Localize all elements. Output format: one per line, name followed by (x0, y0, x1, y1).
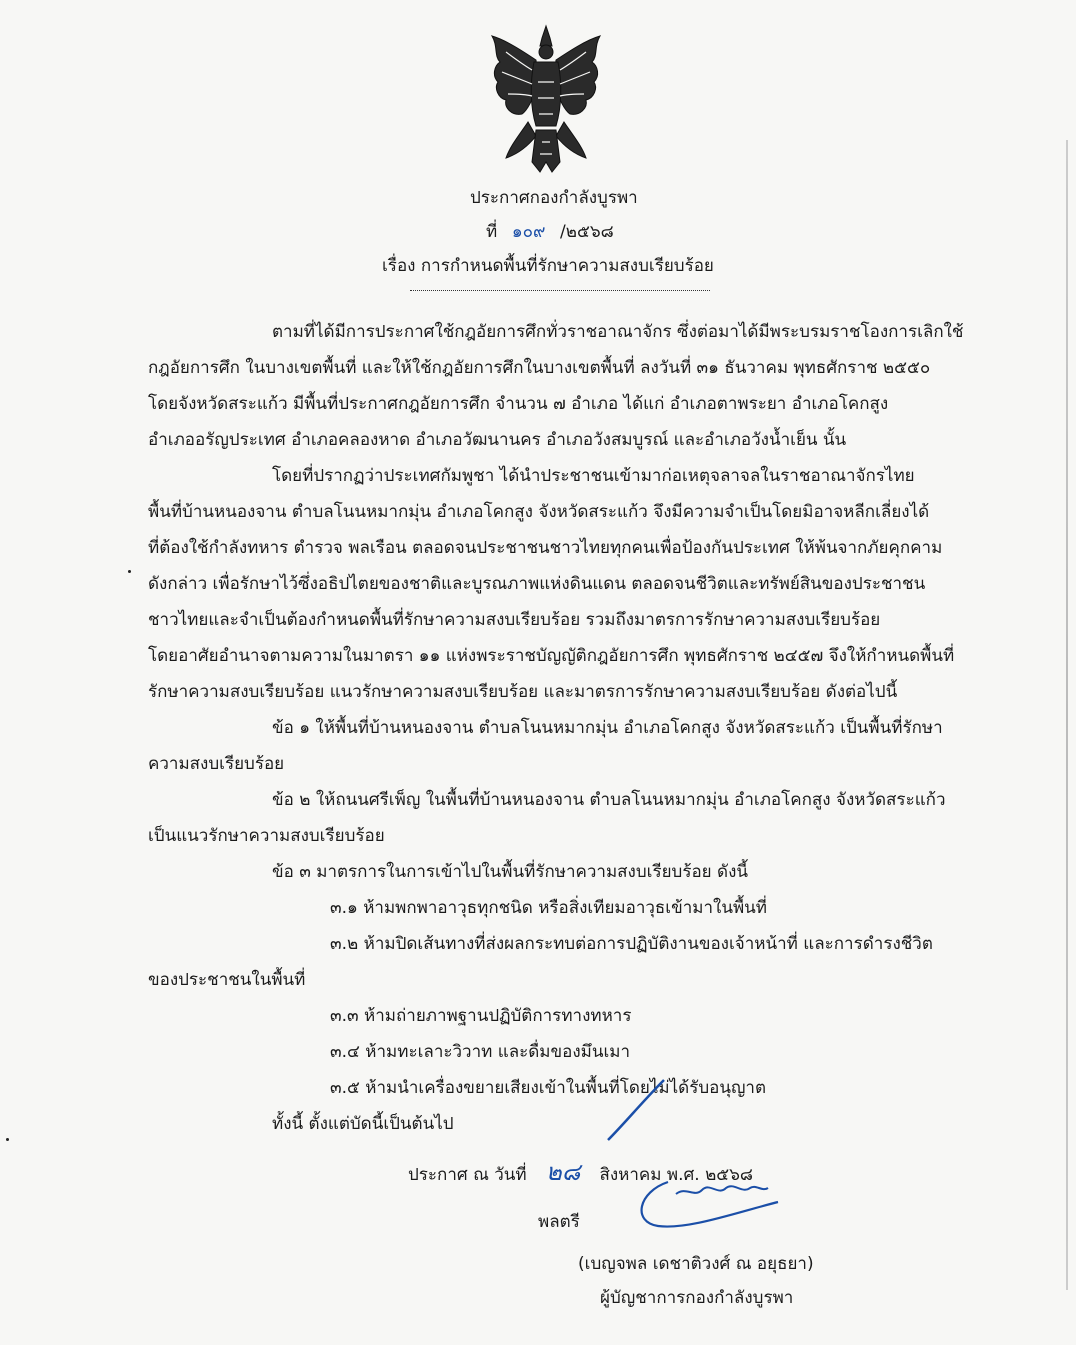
date-rest: สิงหาคม พ.ศ. ๒๕๖๘ (599, 1165, 754, 1185)
garuda-emblem-icon (484, 22, 608, 182)
page-edge-shadow (1066, 140, 1068, 1290)
measure-3-4: ๓.๔ ห้ามทะเลาะวิวาท และดื่มของมึนเมา (330, 1042, 631, 1062)
effective-statement: ทั้งนี้ ตั้งแต่บัดนี้เป็นต้นไป (272, 1114, 454, 1134)
body-line: ที่ต้องใช้กำลังทหาร ตำรวจ พลเรือน ตลอดจนประชาชนชาวไทยทุกคนเพื่อป้องกันประเทศ ให้พ้นจากภัยคุกคาม (148, 538, 943, 558)
number-year: /๒๕๖๘ (560, 222, 614, 242)
signature-stroke (628, 1172, 788, 1232)
signer-position: ผู้บัญชาการกองกำลังบูรพา (600, 1288, 794, 1308)
date-prefix: ประกาศ ณ วันที่ (408, 1165, 527, 1185)
body-line: กฎอัยการศึก ในบางเขตพื้นที่ และให้ใช้กฎอัยการศึกในบางเขตพื้นที่ ลงวันที่ ๓๑ ธันวาคม พุทธศักราช ๒๕๕๐ (148, 358, 931, 378)
number-value: ๑๐๙ (511, 222, 546, 242)
body-line: รักษาความสงบเรียบร้อย แนวรักษาความสงบเรียบร้อย และมาตรการรักษาความสงบเรียบร้อย ดังต่อไปนี้ (148, 682, 898, 702)
subject-divider (410, 290, 710, 291)
clause-2: ข้อ ๒ ให้ถนนศรีเพ็ญ ในพื้นที่บ้านหนองจาน ตำบลโนนหมากมุ่น อำเภอโคกสูง จังหวัดสระแก้ว (272, 790, 946, 810)
announcement-subject: เรื่อง การกำหนดพื้นที่รักษาความสงบเรียบร้อย (382, 256, 714, 276)
number-prefix: ที่ (486, 222, 498, 242)
body-line: โดยอาศัยอำนาจตามความในมาตรา ๑๑ แห่งพระราชบัญญัติกฎอัยการศึก พุทธศักราช ๒๔๕๗ จึงให้กำหนดพื้นที่ (148, 646, 955, 666)
signer-rank: พลตรี (538, 1212, 580, 1232)
body-line: ชาวไทยและจำเป็นต้องกำหนดพื้นที่รักษาความสงบเรียบร้อย รวมถึงมาตรการรักษาความสงบเรียบร้อย (148, 610, 881, 630)
measure-3-3: ๓.๓ ห้ามถ่ายภาพฐานปฏิบัติการทางทหาร (330, 1006, 632, 1026)
body-line: พื้นที่บ้านหนองจาน ตำบลโนนหมากมุ่น อำเภอโคกสูง จังหวัดสระแก้ว จึงมีความจำเป็นโดยมิอาจหลีกเลี่ยงได้ (148, 502, 930, 522)
clause-3: ข้อ ๓ มาตรการในการเข้าไปในพื้นที่รักษาความสงบเรียบร้อย ดังนี้ (272, 862, 748, 882)
measure-3-2: ๓.๒ ห้ามปิดเส้นทางที่ส่งผลกระทบต่อการปฏิบัติงานของเจ้าหน้าที่ และการดำรงชีวิต (330, 934, 933, 954)
announcement-number (486, 220, 614, 244)
measure-3-1: ๓.๑ ห้ามพกพาอาวุธทุกชนิด หรือสิ่งเทียมอาวุธเข้ามาในพื้นที่ (330, 898, 767, 918)
clause-1: ข้อ ๑ ให้พื้นที่บ้านหนองจาน ตำบลโนนหมากมุ่น อำเภอโคกสูง จังหวัดสระแก้ว เป็นพื้นที่รักษา (272, 718, 943, 738)
measure-3-5: ๓.๕ ห้ามนำเครื่องขยายเสียงเข้าในพื้นที่โดยไม่ได้รับอนุญาต (330, 1078, 767, 1098)
body-line: โดยจังหวัดสระแก้ว มีพื้นที่ประกาศกฎอัยการศึก จำนวน ๗ อำเภอ ได้แก่ อำเภอตาพระยา อำเภอโคกสูง (148, 394, 889, 414)
body-line: ตามที่ได้มีการประกาศใช้กฎอัยการศึกทั่วราชอาณาจักร ซึ่งต่อมาได้มีพระบรมราชโองการเลิกใช้ (272, 322, 964, 342)
signer-name: (เบญจพล เดชาติวงศ์ ณ อยุธยา) (578, 1254, 814, 1274)
scan-speck (128, 570, 131, 573)
scan-speck (6, 1138, 9, 1141)
body-line: ดังกล่าว เพื่อรักษาไว้ซึ่งอธิปไตยของชาติและบูรณภาพแห่งดินแดน ตลอดจนชีวิตและทรัพย์สินของประชาชน (148, 574, 926, 594)
announcement-title: ประกาศกองกำลังบูรพา (470, 188, 638, 208)
measure-3-2-cont: ของประชาชนในพื้นที่ (148, 970, 306, 990)
body-line: อำเภออรัญประเทศ อำเภอคลองหาด อำเภอวัฒนานคร อำเภอวังสมบูรณ์ และอำเภอวังน้ำเย็น นั้น (148, 430, 847, 450)
date-day: ๒๘ (545, 1158, 581, 1186)
date-pen-stroke (600, 1076, 670, 1146)
signature (628, 1172, 788, 1232)
clause-1-cont: ความสงบเรียบร้อย (148, 754, 285, 774)
body-line: โดยที่ปรากฏว่าประเทศกัมพูชา ได้นำประชาชนเข้ามาก่อเหตุจลาจลในราชอาณาจักรไทย (272, 466, 915, 486)
clause-2-cont: เป็นแนวรักษาความสงบเรียบร้อย (148, 826, 385, 846)
